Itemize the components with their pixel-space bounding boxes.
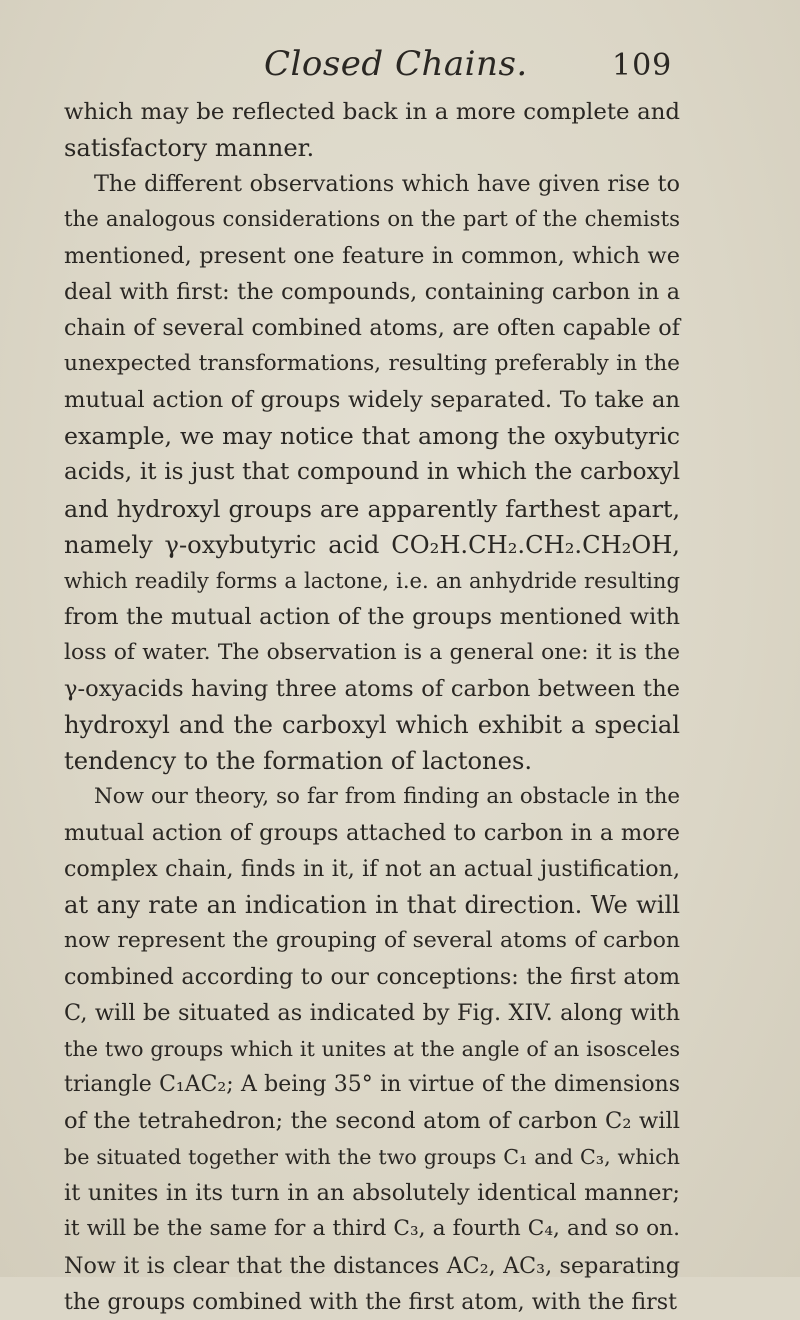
text-line: it unites in its turn in an absolutely identical manner; [64,1180,680,1207]
text-line: Now it is clear that the distances AC₂, AC₃, separating [64,1252,680,1279]
page-header [0,44,800,92]
text-line: loss of water. The observation is a general one: it is the [64,639,680,665]
text-line: chain of several combined atoms, are often capable of [64,315,680,342]
text-line: hydroxyl and the carboxyl which exhibit a special [64,710,680,739]
text-line: namely γ-oxybutyric acid CO₂H.CH₂.CH₂.CH₂OH, [64,530,680,559]
text-line: mutual action of groups attached to carbon in a more [64,819,680,846]
text-line: and hydroxyl groups are apparently farthest apart, [64,494,680,523]
text-line: mentioned, present one feature in common, which we [64,243,680,270]
text-line: at any rate an indication in that direction. We will [64,891,680,920]
text-line: which readily forms a lactone, i.e. an anhydride resulting [64,567,680,593]
text-line: unexpected transformations, resulting preferably in the [64,351,680,377]
body-text [64,94,680,1320]
text-line: combined according to our conceptions: the first atom [64,964,680,991]
paragraph [64,779,680,1320]
text-line: it will be the same for a third C₃, a fourth C₄, and so on. [64,1216,680,1242]
text-line: deal with first: the compounds, containing carbon in a [64,279,680,306]
text-line: the two groups which it unites at the angle of an isosceles [64,1037,680,1062]
text-line: tendency to the formation of lactones. [64,746,533,775]
text-line: example, we may notice that among the oxybutyric [64,422,680,451]
text-line: now represent the grouping of several atoms of carbon [64,928,680,954]
text-line: The different observations which have given rise to [94,171,680,198]
text-line: C, will be situated as indicated by Fig. XIV. along with [64,1000,680,1027]
paragraph [64,166,680,779]
text-line: triangle C₁AC₂; A being 35° in virtue of the dimensions [64,1072,680,1098]
paragraph [64,94,680,166]
text-line: satisfactory manner. [64,134,315,163]
text-line: complex chain, finds in it, if not an actual justification, [64,855,680,882]
text-line: be situated together with the two groups C₁ and C₃, which [64,1145,680,1170]
page-number: 109 [612,48,673,83]
text-line: mutual action of groups widely separated. To take an [64,387,680,414]
text-line: γ-oxyacids having three atoms of carbon between the [64,675,680,702]
text-line: the groups combined with the first atom, with the first [64,1288,678,1315]
text-line: Now our theory, so far from finding an obstacle in the [94,783,680,809]
text-line: the analogous considerations on the part of the chemists [64,207,680,233]
text-line: from the mutual action of the groups mentioned with [64,603,680,630]
text-line: of the tetrahedron; the second atom of carbon C₂ will [64,1108,680,1135]
running-title: Closed Chains. [264,44,528,84]
text-line: which may be reflected back in a more complete and [64,99,680,125]
text-line: acids, it is just that compound in which the carboxyl [64,459,680,486]
